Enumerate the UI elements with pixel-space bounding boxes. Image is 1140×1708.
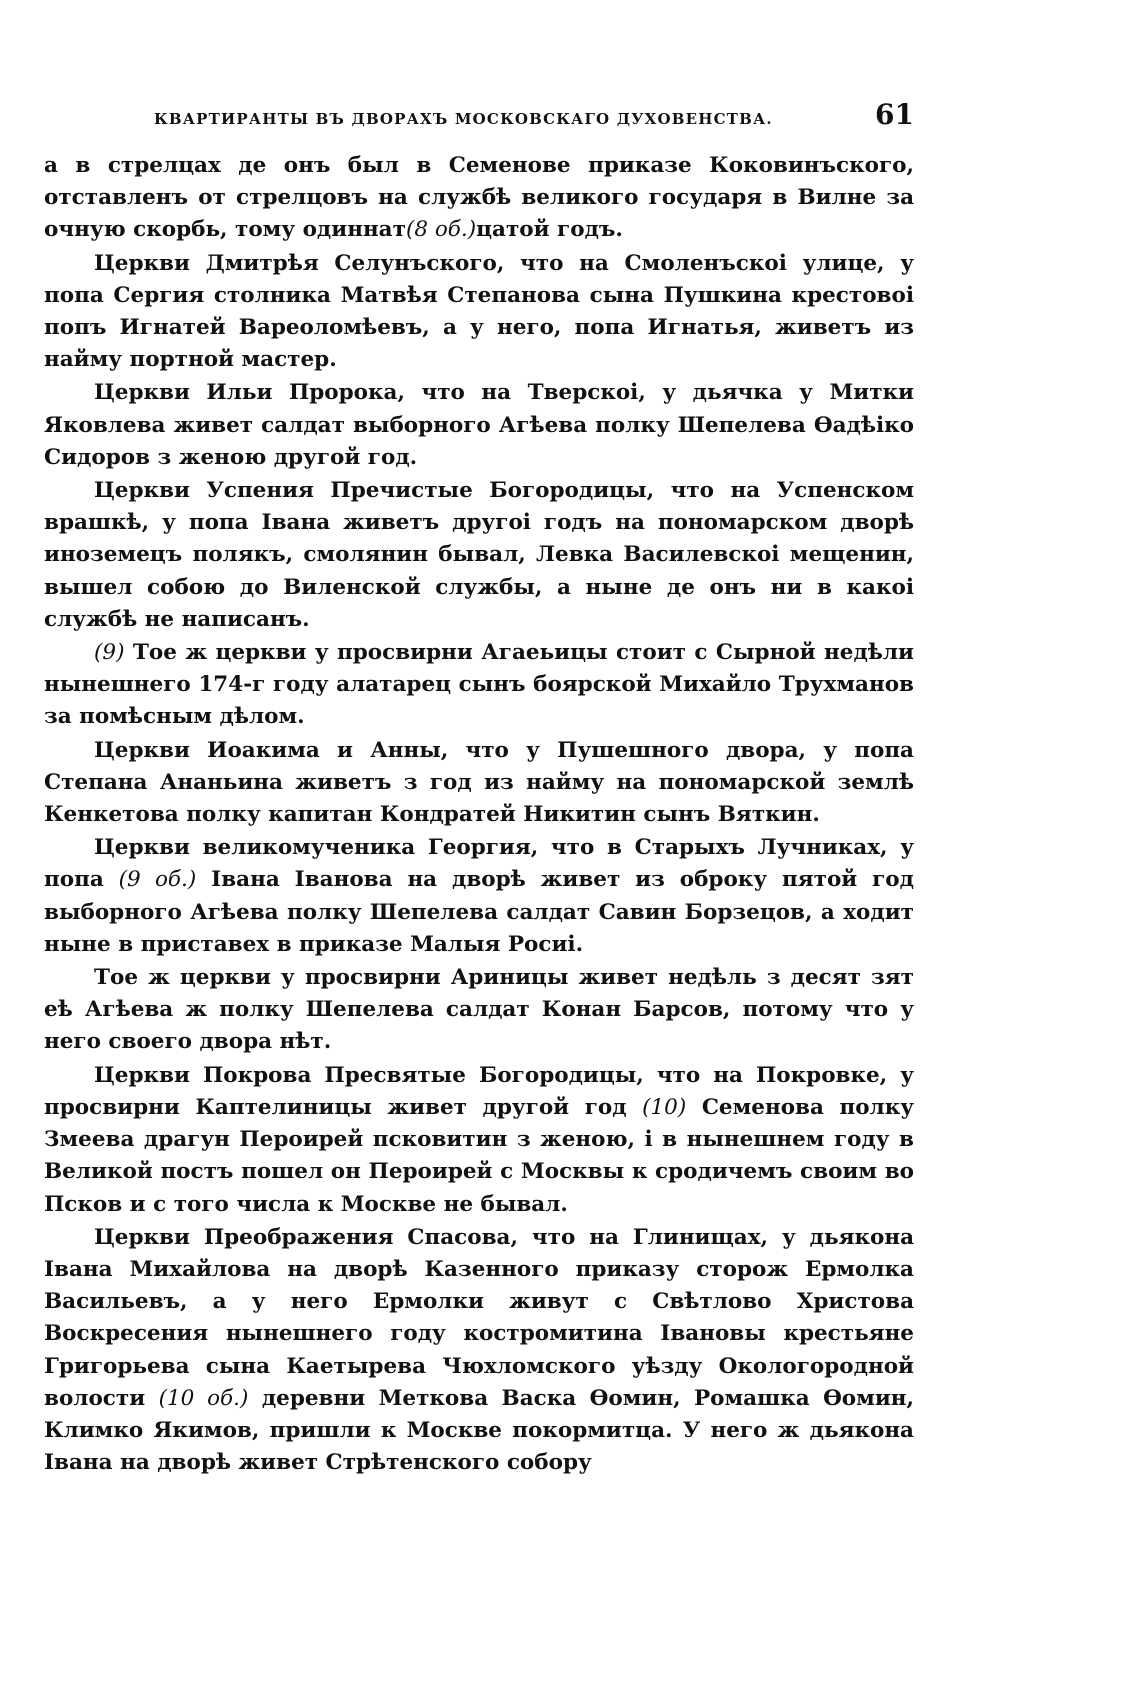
paragraph [44, 962, 914, 1059]
paragraph-text: Церкви великомученика Георгия, что в Старыхъ Лучниках, у попа [44, 835, 914, 893]
folio-note: (9 об.) [118, 867, 197, 893]
paragraph [44, 1222, 914, 1480]
paragraph-text: а в стрелцах де онъ был в Семенове приказе Коковинъского, отставленъ от стрелцовъ на службѣ великого государя в Вилне за очную скорбь, тому одиннат [44, 153, 914, 243]
paragraph [44, 637, 914, 734]
paragraph-text: деревни Меткова Васка Өомин, Ромашка Өомин, Климко Якимов, пришли к Москве покормитца. У него ж дьякона Івана на дворѣ живет Стрѣтенского собору [44, 1385, 914, 1476]
paragraph-text: цатой годъ. [476, 217, 623, 243]
paragraph-text: Церкви Преображения Спасова, что на Глинищах, у дьякона Івана Михайлова на дворѣ Казенного приказу сторож Ермолка Васильевъ, а у него Ермолки живут с Свѣтлово Христова Воскресения нынешнего году костромитина Івановы крестьяне Григорьева сына Каетырева Чюхломского уѣзду Окологородной волости [44, 1224, 914, 1411]
paragraph [44, 1060, 914, 1221]
paragraph [44, 248, 914, 377]
paragraph-text: Церкви Успения Пречистые Богородицы, что на Успенском врашкѣ, у попа Івана живетъ другоі годъ на пономарском дворѣ иноземецъ полякъ, смолянин бывал, Левка Василевскоі мещенин, вышел собою до Виленской службы, а ныне де онъ ни в какоі службѣ не написанъ. [44, 478, 914, 632]
paragraph [44, 735, 914, 832]
paragraph-text: Тое ж церкви у просвирни Агаеьицы стоит с Сырной недѣли нынешнего 174-г году алатарец сынъ боярской Михайло Трухманов за помѣсным дѣлом. [44, 640, 914, 730]
paragraph [44, 475, 914, 636]
folio-note: (9) [94, 640, 125, 666]
folio-note: (10) [642, 1094, 687, 1120]
paragraph [44, 832, 914, 961]
paragraph-text: Церкви Покрова Пресвятые Богородицы, что на Покровке, у просвирни Каптелиницы живет другой год [44, 1062, 914, 1120]
paragraph-text: Івана Іванова на дворѣ живет из оброку пятой год выборного Агѣева полку Шепелева салдат Савин Борзецов, а ходит ныне в приставех в приказе Малыя Росиі. [44, 867, 914, 957]
paragraph-text: Семенова полку Змеева драгун Пероирей псковитин з женою, і в нынешнем году в Великой постъ пошел он Пероирей с Москвы к сродичемъ своим во Псков и с того числа к Москве не бывал. [44, 1094, 914, 1217]
body-text [44, 150, 914, 1479]
paragraph-text: Церкви Дмитрѣя Селунъского, что на Смоленъскоі улице, у попа Сергия столника Матвѣя Степанова сына Пушкина крестовоі попъ Игнатей Вареоломѣевъ, а у него, попа Игнатья, живетъ из найму портной мастер. [44, 250, 914, 373]
running-title: КВАРТИРАНТЫ ВЪ ДВОРАХЪ МОСКОВСКАГО ДУХОВЕНСТВА. [154, 110, 773, 128]
paragraph [44, 150, 914, 247]
folio-note: (8 об.) [405, 217, 477, 243]
folio-note: (10 об.) [158, 1385, 249, 1411]
page-number: 61 [875, 98, 914, 131]
paragraph-text: Церкви Ильи Пророка, что на Тверскоі, у дьячка у Митки Яковлева живет салдат выборного Агѣева полку Шепелева Өадѣіко Сидоров з женою другой год. [44, 380, 914, 470]
paragraph-text: Тое ж церкви у просвирни Ариницы живет недѣль з десят зят еѣ Агѣева ж полку Шепелева салдат Конан Барсов, потому что у него своего двора нѣт. [44, 965, 914, 1055]
running-head [44, 98, 914, 138]
paragraph-text: Церкви Иоакима и Анны, что у Пушешного двора, у попа Степана Ананьина живетъ з год из найму на пономарской землѣ Кенкетова полку капитан Кондратей Никитин сынъ Вяткин. [44, 737, 914, 828]
paragraph [44, 377, 914, 474]
book-page [44, 98, 914, 1479]
